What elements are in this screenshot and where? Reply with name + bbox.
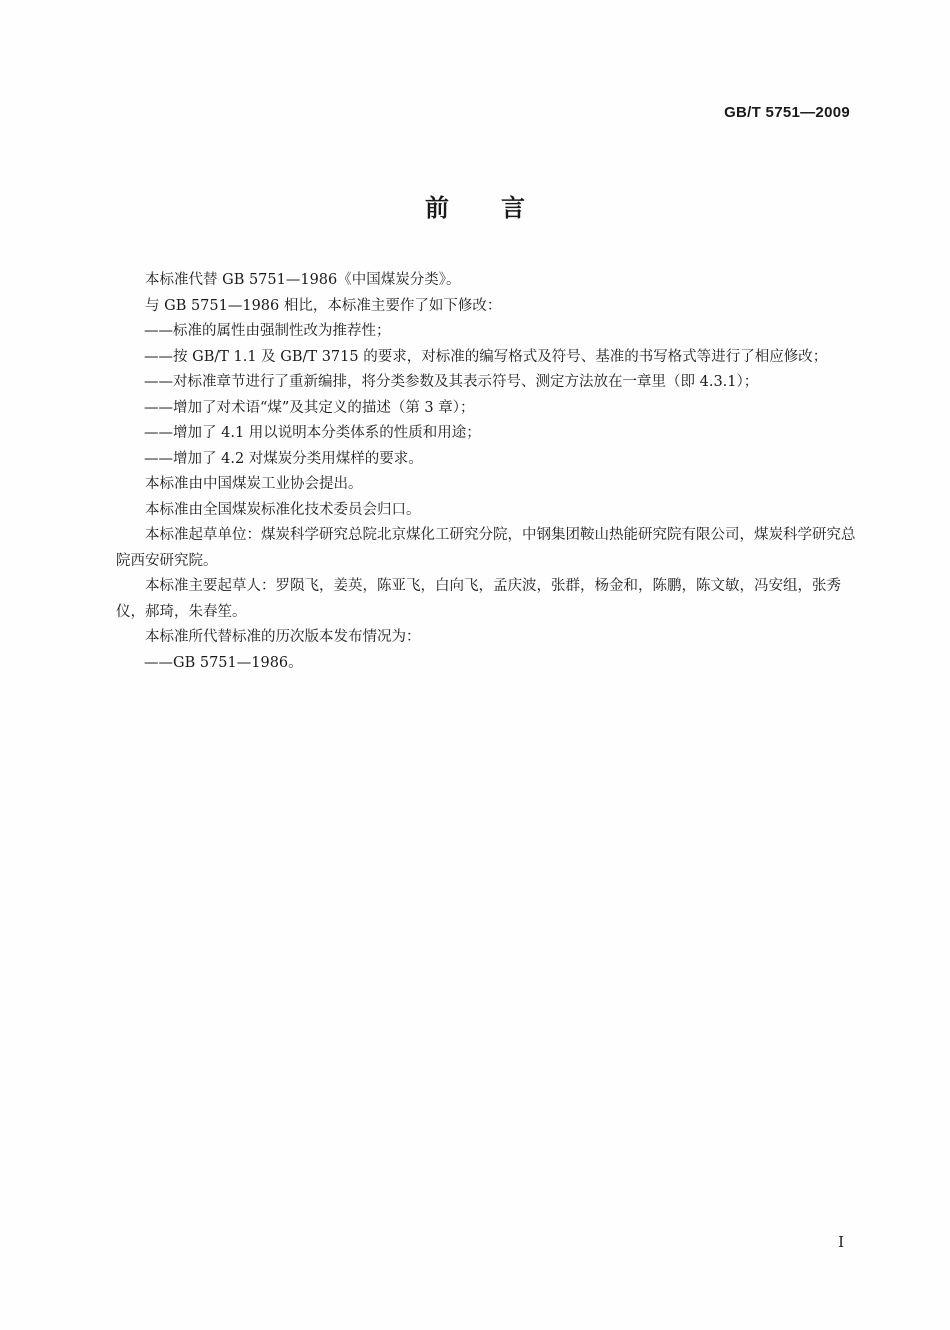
standard-number: GB/T 5751—2009 <box>724 104 850 121</box>
page-title: 前言 <box>425 194 577 222</box>
change-item: ——增加了 4.2 对煤炭分类用煤样的要求。 <box>144 450 423 467</box>
paragraph-drafters: 本标准主要起草人：罗陨飞，姜英，陈亚飞，白向飞，孟庆波，张群，杨金和，陈鹏，陈文敏，冯安组，张秀仪，郝琦，朱春笙。 <box>116 578 841 620</box>
paragraph-replaces: 本标准代替 GB 5751—1986《中国煤炭分类》。 <box>145 272 461 288</box>
change-item: ——增加了 4.1 用以说明本分类体系的性质和用途； <box>144 425 481 441</box>
paragraph-proposed-by: 本标准由中国煤炭工业协会提出。 <box>145 476 363 492</box>
change-item: ——标准的属性由强制性改为推荐性； <box>144 323 391 339</box>
change-item: ——按 GB/T 1.1 及 GB/T 3715 的要求，对标准的编写格式及符号、基准的书写格式等进行了相应修改； <box>144 348 828 365</box>
paragraph-administered-by: 本标准由全国煤炭标准化技术委员会归口。 <box>145 501 421 518</box>
paragraph-previous-editions: 本标准所代替标准的历次版本发布情况为： <box>145 629 421 645</box>
paragraph-changes-intro: 与 GB 5751—1986 相比，本标准主要作了如下修改： <box>145 297 502 314</box>
previous-edition-item: ——GB 5751—1986。 <box>144 654 303 671</box>
foreword-body <box>116 268 856 676</box>
change-item: ——增加了对术语“煤”及其定义的描述（第 3 章）； <box>144 399 475 416</box>
paragraph-drafting-units: 本标准起草单位：煤炭科学研究总院北京煤化工研究分院，中钢集团鞍山热能研究院有限公司，煤炭科学研究总院西安研究院。 <box>116 527 856 569</box>
page-number: I <box>838 1233 844 1251</box>
change-item: ——对标准章节进行了重新编排，将分类参数及其表示符号、测定方法放在一章里（即 4.3.1）； <box>144 374 759 390</box>
